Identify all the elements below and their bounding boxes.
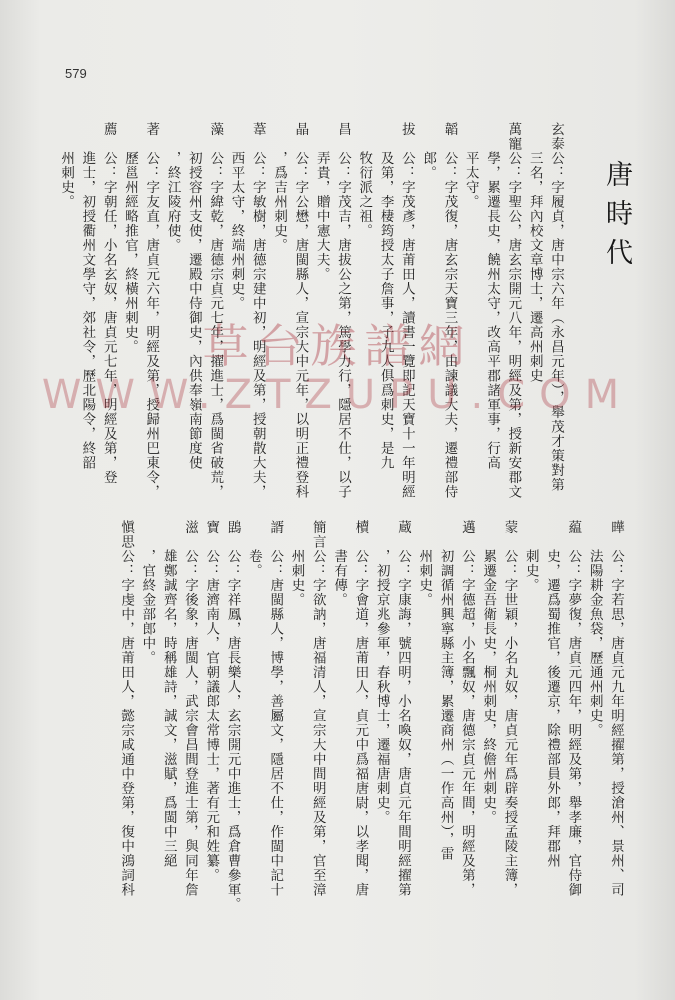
watermark-text: 草台族譜網: [202, 319, 473, 373]
lower-text-column: 櫝 公：字會道，唐莆田人，貞元中爲福唐尉，以孝聞，唐: [352, 520, 369, 897]
upper-text-column: 郎。: [420, 122, 437, 180]
lower-text-column: 雄鄭誠齊名，時稱雄詩，誠文，滋賦，爲閩中三絕: [160, 520, 177, 868]
upper-text-column: ，終江陵府使。: [164, 122, 181, 253]
lower-text-column: 諝 公：唐閩縣人，博學，善屬文，隱居不仕，作閩中記十: [267, 520, 284, 897]
lower-text-column: 法陽耕金魚袋，歷通州刺史。: [586, 520, 603, 738]
lower-text-column: 蒙 公：字世穎，小名丸奴，唐貞元年爲辟奏授孟陵主簿，: [501, 520, 518, 897]
upper-text-column: 弄貴，贈中憲大夫。: [313, 122, 330, 282]
lower-text-column: 卷。: [245, 520, 262, 578]
lower-text-column: 藴 公：字夢復，唐貞元四年，明經及第，舉孝廉，官侍御: [565, 520, 582, 897]
lower-text-column: 邁 公：字德超，小名飄奴，唐德宗貞元年間，明經及第，: [458, 520, 475, 897]
lower-text-column: 簡言公：字欲訥，唐福清人，宣宗大中間明經及第，官至漳: [309, 520, 326, 897]
upper-text-column: 薦 公：字朝任，小名玄奴，唐貞元七年，明經及第，登: [100, 122, 117, 485]
page-number: 579: [65, 66, 87, 81]
upper-text-column: 初授容州支使，遷殿中侍御史，內供奉嶺南節度使: [185, 122, 202, 470]
upper-text-column: 拔 公：字茂彥，唐莆田人，讀書一覽即記天寶十一年明經: [398, 122, 415, 499]
lower-text-column: 史，遷爲蜀推官，後遷京，除禮部員外郎，拜郡州: [544, 520, 561, 868]
lower-text-column: 書有傳。: [331, 520, 348, 607]
lower-text-column: 刺史。: [522, 520, 539, 593]
lower-text-column: 累遷金吾衛長史，桐州刺史，終儋州刺史。: [480, 520, 497, 825]
upper-text-column: 韜 公：字茂復，唐玄宗天寶三年，由諫議大夫，遷禮部侍: [441, 122, 458, 499]
lower-text-column: 蔵 公：字康誨，號四明，小名喚奴，唐貞元年間明經擢第: [395, 520, 411, 897]
lower-text-column: 寶 公：唐濟南人，官朝議郎太常博士，著有元和姓纂。: [203, 520, 220, 883]
lower-text-column: ，初授京兆參軍，春秋博士，遷福唐刺史。: [373, 520, 390, 825]
upper-text-column: ，爲吉州刺史。: [271, 122, 288, 253]
lower-text-column: 鵾 公：字祥鳳，唐長樂人，玄宗開元中進士，爲倉曹參軍。: [224, 520, 241, 912]
upper-text-column: 牧衍派之祖。: [356, 122, 373, 238]
upper-text-column: 玄泰公：字履貞，唐中宗六年（永昌元年），舉茂才策對第: [548, 122, 564, 493]
upper-text-column: 西平太守，終端州刺史。: [228, 122, 245, 311]
upper-text-column: 三名，拜內校文章博士，遷高州刺史: [526, 122, 543, 383]
upper-text-column: 歷邕州經略推官，終橫州刺史。: [122, 122, 138, 354]
lower-text-column: 州刺史。: [416, 520, 433, 607]
chapter-title: 唐時代: [601, 160, 632, 277]
upper-text-column: 進士，初授衢州文學守，郊社令，歷北陽令，終韶: [79, 122, 96, 470]
upper-text-column: 昌 公：字茂吉，唐拔公之第，篤學力行，隱居不仕，以子: [335, 122, 351, 499]
upper-text-column: 萬寵公：字聖公，唐玄宗開元八年，明經及第，授新安郡文: [505, 122, 522, 499]
lower-text-column: ，官終金部郎中。: [139, 520, 156, 665]
upper-text-column: 晶 公：字公懋，唐閩縣人，宣宗大中元年，以明正禮登科: [292, 122, 309, 499]
upper-text-column: 葦 公：字敏樹，唐德宗建中初，明經及第，授朝散大夫，: [249, 122, 266, 499]
watermark-url: WWW.ZTZUPU.COM: [41, 372, 634, 418]
upper-text-column: 學，累遷長史，饒州太守，改高平郡諸軍事，行高: [484, 122, 501, 470]
lower-text-column: 州刺史。: [288, 520, 305, 607]
upper-text-column: 著 公：字友直，唐貞元六年，明經及第，授歸州巴東令，: [143, 122, 160, 499]
lower-text-column: 滋 公：字後象，唐閩人，武宗會昌間登進士第，與同年詹: [182, 520, 198, 897]
lower-text-column: 初調循州興寧縣主簿，累遷商州（一作高州），雷: [437, 520, 454, 862]
lower-text-column: 曄 公：字若思，唐貞元九年明經擢第，授滄州、景州、司: [608, 520, 624, 897]
upper-text-column: 藻 公：字緯乾，唐德宗貞元七年，擢進士，爲閩省破荒，: [207, 122, 224, 499]
upper-text-column: 平太守。: [462, 122, 479, 209]
upper-text-column: 及第，李棲筠授太子詹事，子九人俱爲刺史，是九: [377, 122, 394, 470]
upper-text-column: 州刺史。: [58, 122, 75, 209]
lower-text-column: 愼思公：字虔中，唐莆田人，懿宗咸通中登第，復中鴻詞科: [118, 520, 135, 897]
